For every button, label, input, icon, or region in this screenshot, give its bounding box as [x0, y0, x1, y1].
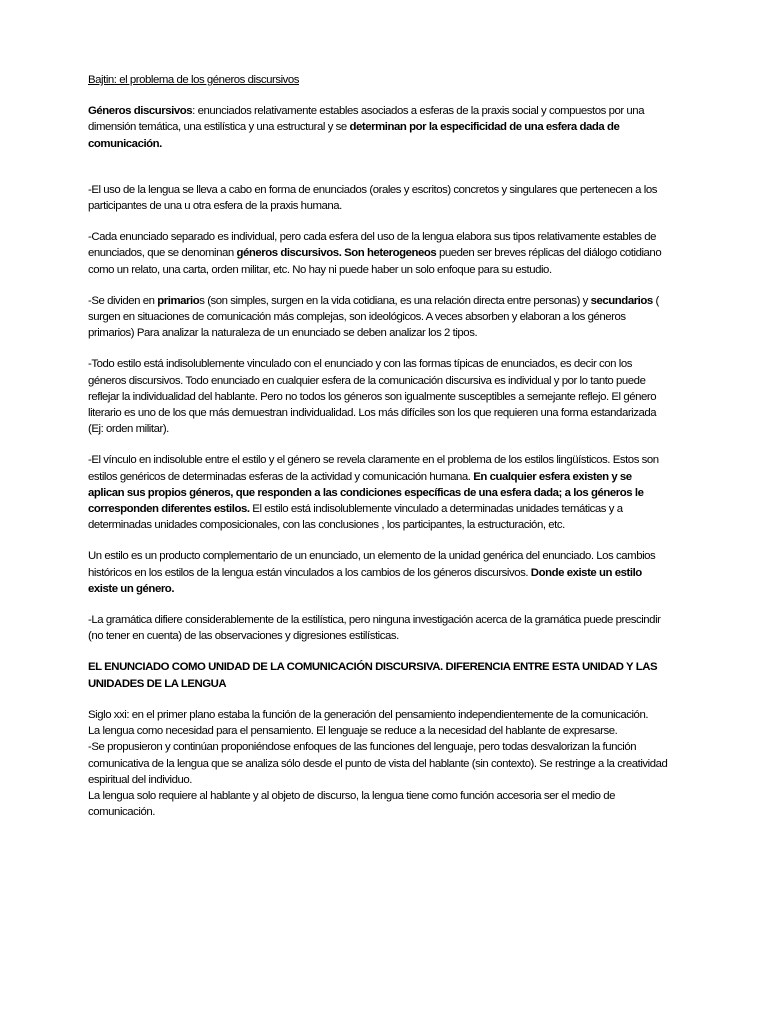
paragraph-necesidad: La lengua como necesidad para el pensamiento. El lenguaje se reduce a la necesidad del hablante de expresarse. — [88, 725, 618, 738]
section-heading: EL ENUNCIADO COMO UNIDAD DE LA COMUNICACIÓN DISCURSIVA. DIFERENCIA ENTRE ESTA UNIDAD Y LAS UNIDADES DE LA LENGUA — [88, 661, 658, 690]
text-span: Un estilo es un producto complementario de un enunciado, un elemento de la unidad genérica del enunciado. Los cambios históricos en los estilos de la lengua están vinculados a los cambios de los géneros discursivos. — [88, 550, 656, 579]
text-span: -Se dividen en — [88, 294, 158, 307]
text-span: -Cada enunciado separado es individual, pero cada esfera del uso de la lengua elabora sus tipos relativamente estables de enunciados, que se denominan — [88, 231, 657, 260]
paragraph-enunciado-individual — [88, 229, 670, 278]
bold-text: primario — [157, 294, 200, 307]
text-span: : enunciados relativamente estables asociados a esferas de la praxis social y compuestos por una dimensión temática, una estilística y una estructural y se — [88, 105, 645, 134]
text-span: s (son simples, surgen en la vida cotidiana, es una relación directa entre personas) y — [199, 294, 591, 307]
bold-text: Donde existe un estilo existe un género. — [88, 566, 642, 595]
paragraph-producto-complementario — [88, 548, 670, 597]
bold-text: Géneros discursivos — [88, 105, 193, 118]
paragraph-estilo: -Todo estilo está indisolublemente vinculado con el enunciado y con las formas típicas de enunciados, es decir con los géneros discursivos. Todo enunciado en cualquier esfera de la comunicación discursiva es individual y por lo tanto puede reflejar la individualidad del hablante. Pero no todos los géneros son igualmente susceptibles a semejante reflejo. El género literario es uno de los que más demuestran individualidad. Los más difíciles son los que requieren una forma estandarizada (Ej: orden militar). — [88, 358, 657, 436]
bold-text: secundarios — [590, 294, 653, 307]
document-body — [88, 72, 670, 820]
bold-text: En cualquier esfera existen y se aplican sus propios géneros, que responden a las condiciones específicas de una esfera dada; a los géneros le corresponden diferentes estilos. — [88, 470, 644, 516]
text-span: -El vínculo en indisoluble entre el estilo y el género se revela claramente en el problema de los estilos lingüísticos. Estos son estilos genéricos de determinadas esferas de la actividad y comunicación humana. — [88, 454, 659, 483]
paragraph-enfoques: -Se propusieron y continúan proponiéndose enfoques de las funciones del lenguaje, pero todas desvalorizan la función comunicativa de la lengua que se analiza sólo desde el punto de vista del hablante (sin contexto). Se restringe a la creatividad espiritual del individuo. — [88, 741, 668, 786]
text-span: pueden ser breves réplicas del diálogo cotidiano como un relato, una carta, orden militar, etc. No hay ni puede haber un solo enfoque para su estudio. — [88, 247, 662, 276]
bold-text: géneros discursivos. Son heterogeneos — [236, 247, 437, 260]
text-span: El estilo está indisolublemente vinculado a determinadas unidades temáticas y a determinadas unidades composicionales, con las conclusiones , los participantes, la estructuración, etc. — [88, 503, 623, 532]
paragraph-definicion — [88, 103, 670, 152]
paragraph-primarios-secundarios — [88, 293, 670, 342]
text-span: ( surgen en situaciones de comunicación más complejas, son ideológicos. A veces absorben y elaboran a los géneros primarios) Para analizar la naturaleza de un enunciado se deben analizar los 2 tipos. — [88, 294, 659, 340]
paragraph-lengua-hablante: La lengua solo requiere al hablante y al objeto de discurso, la lengua tiene como función accesoria ser el medio de comunicación. — [88, 789, 616, 819]
bold-text: determinan por la especificidad de una esfera dada de comunicación. — [88, 121, 620, 150]
paragraph-siglo: Siglo xxi: en el primer plano estaba la función de la generación del pensamiento independientemente de la comunicación. — [88, 708, 649, 721]
paragraph-uso-lengua: -El uso de la lengua se lleva a cabo en forma de enunciados (orales y escritos) concretos y singulares que pertenecen a los participantes de una u otra esfera de la praxis humana. — [88, 183, 657, 213]
paragraph-vinculo-estilo-genero — [88, 452, 670, 533]
paragraph-gramatica: -La gramática difiere considerablemente de la estilística, pero ninguna investigación acerca de la gramática puede prescindir (no tener en cuenta) de las observaciones y digresiones estilísticas. — [88, 614, 661, 643]
document-title: Bajtin: el problema de los géneros discursivos — [88, 74, 300, 86]
